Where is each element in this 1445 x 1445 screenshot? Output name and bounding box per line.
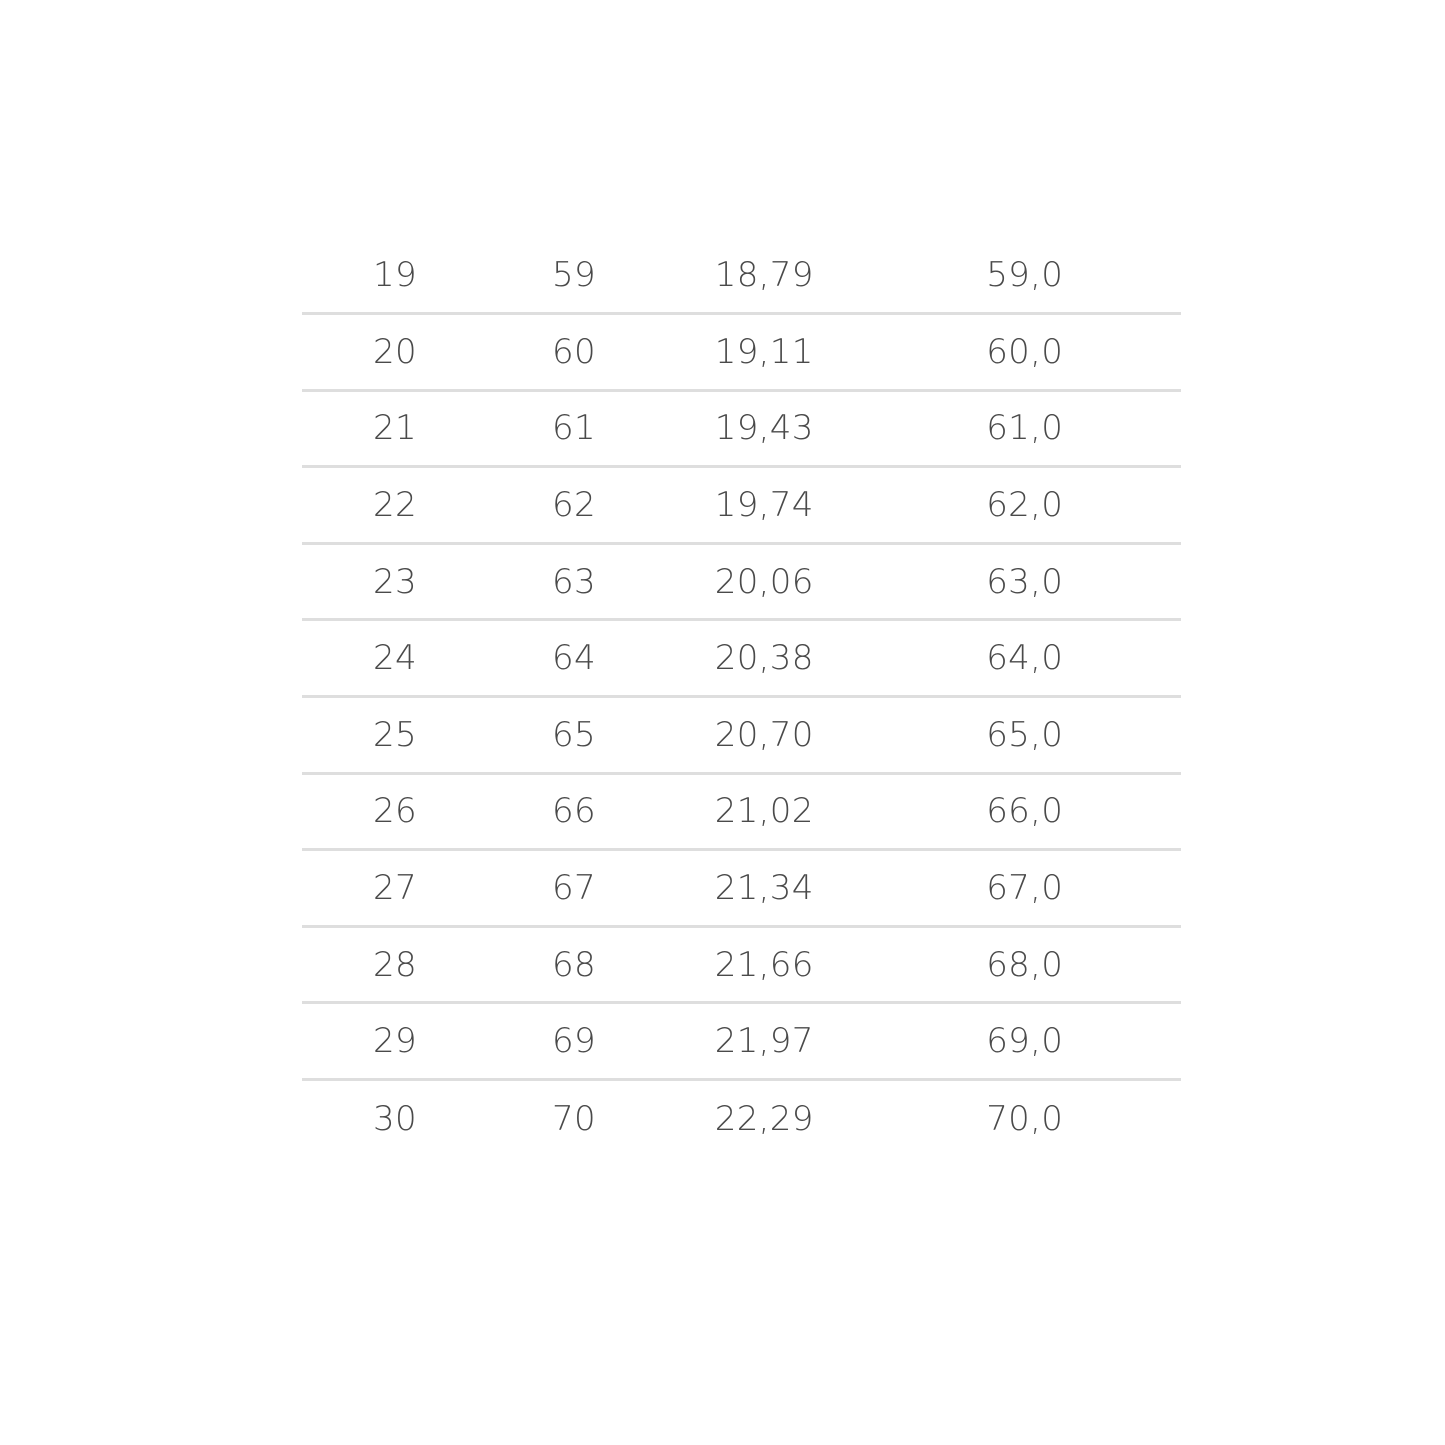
size-alt-cell: 63 <box>552 561 596 602</box>
table-row <box>302 926 1181 1003</box>
circumference-cell: 62,0 <box>986 485 1064 526</box>
size-cell: 27 <box>373 868 417 909</box>
circumference-cell: 64,0 <box>986 638 1064 679</box>
diameter-cell: 22,29 <box>714 1098 814 1139</box>
table-row <box>302 314 1181 391</box>
size-cell: 30 <box>373 1098 417 1139</box>
size-cell: 24 <box>373 638 417 679</box>
size-cell: 28 <box>373 944 417 985</box>
diameter-cell: 19,74 <box>714 485 814 526</box>
diameter-cell: 20,06 <box>714 561 814 602</box>
circumference-cell: 66,0 <box>986 791 1064 832</box>
size-alt-cell: 64 <box>552 638 596 679</box>
circumference-cell: 67,0 <box>986 868 1064 909</box>
size-cell: 26 <box>373 791 417 832</box>
diameter-cell: 21,34 <box>714 868 814 909</box>
table-row <box>302 620 1181 697</box>
circumference-cell: 59,0 <box>986 254 1064 295</box>
size-alt-cell: 60 <box>552 331 596 372</box>
size-alt-cell: 59 <box>552 254 596 295</box>
table-row <box>302 697 1181 774</box>
table-row <box>302 237 1181 314</box>
circumference-cell: 61,0 <box>986 408 1064 449</box>
table-row <box>302 1003 1181 1080</box>
size-alt-cell: 61 <box>552 408 596 449</box>
diameter-cell: 21,97 <box>714 1021 814 1062</box>
size-cell: 22 <box>373 485 417 526</box>
diameter-cell: 21,02 <box>714 791 814 832</box>
circumference-cell: 60,0 <box>986 331 1064 372</box>
size-alt-cell: 65 <box>552 714 596 755</box>
size-cell: 20 <box>373 331 417 372</box>
circumference-cell: 63,0 <box>986 561 1064 602</box>
table-row <box>302 390 1181 467</box>
size-alt-cell: 70 <box>552 1098 596 1139</box>
table-row <box>302 467 1181 544</box>
circumference-cell: 69,0 <box>986 1021 1064 1062</box>
size-cell: 25 <box>373 714 417 755</box>
table-row <box>302 850 1181 927</box>
diameter-cell: 21,66 <box>714 944 814 985</box>
table-row <box>302 773 1181 850</box>
size-alt-cell: 68 <box>552 944 596 985</box>
size-alt-cell: 67 <box>552 868 596 909</box>
size-alt-cell: 66 <box>552 791 596 832</box>
size-cell: 21 <box>373 408 417 449</box>
size-alt-cell: 62 <box>552 485 596 526</box>
diameter-cell: 20,38 <box>714 638 814 679</box>
size-cell: 19 <box>373 254 417 295</box>
diameter-cell: 19,11 <box>714 331 814 372</box>
diameter-cell: 18,79 <box>714 254 814 295</box>
size-conversion-table <box>302 237 1181 1156</box>
circumference-cell: 70,0 <box>986 1098 1064 1139</box>
table-row <box>302 1080 1181 1157</box>
circumference-cell: 65,0 <box>986 714 1064 755</box>
circumference-cell: 68,0 <box>986 944 1064 985</box>
diameter-cell: 20,70 <box>714 714 814 755</box>
size-alt-cell: 69 <box>552 1021 596 1062</box>
size-cell: 23 <box>373 561 417 602</box>
table-row <box>302 543 1181 620</box>
size-cell: 29 <box>373 1021 417 1062</box>
size-table-body <box>302 237 1181 1156</box>
diameter-cell: 19,43 <box>714 408 814 449</box>
